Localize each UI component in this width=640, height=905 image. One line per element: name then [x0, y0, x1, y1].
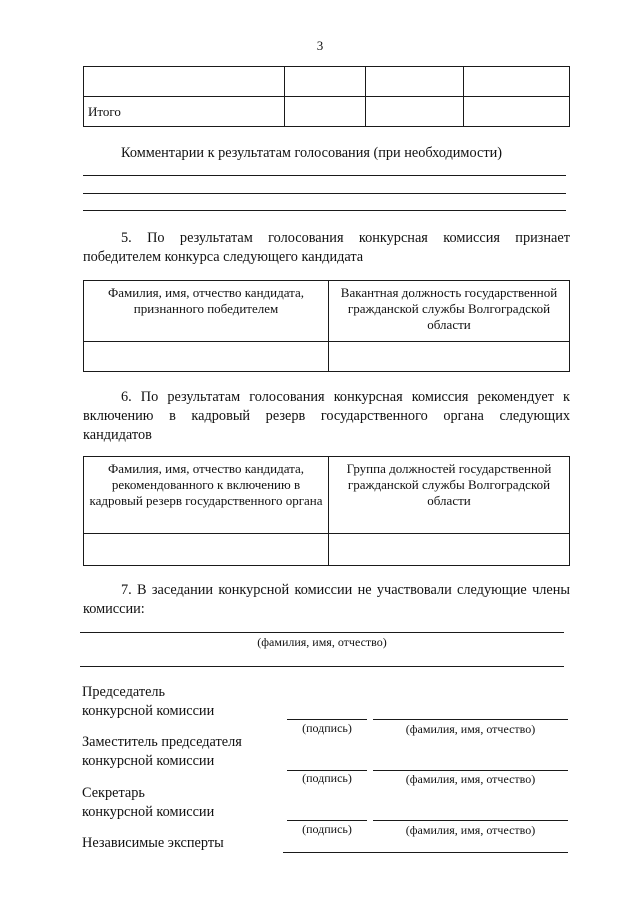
deputy-label: Заместитель председателя конкурсной комиссии: [82, 734, 242, 769]
chair-label: Председатель конкурсной комиссии: [82, 684, 215, 719]
section-5-text: 5. По результатам голосования конкурсная комиссия признает победителем конкурса следующего кандидата: [83, 230, 570, 265]
comments-line: [83, 193, 566, 194]
table-row: [84, 67, 570, 97]
table-row: [84, 342, 570, 372]
chair-name-line: [373, 719, 568, 720]
secretary-signature-caption: (подпись): [302, 822, 352, 836]
experts-label: Независимые эксперты: [82, 835, 224, 851]
table-header-row: [84, 457, 570, 534]
table-row: [84, 97, 570, 127]
chair-signature-line: [287, 719, 367, 720]
absent-members-caption: (фамилия, имя, отчество): [257, 635, 387, 649]
winner-col-position-header: Вакантная должность государственной гражданской службы Волгоградской области: [329, 281, 570, 342]
deputy-signature-caption: (подпись): [302, 771, 352, 785]
absent-members-line: [80, 632, 564, 633]
winner-table: [83, 280, 570, 372]
section-6-text: 6. По результатам голосования конкурсная комиссия рекомендует к включению в кадровый резерв государственного органа следующих кандидатов: [83, 389, 570, 443]
total-label: Итого: [84, 97, 285, 127]
secretary-label: Секретарь конкурсной комиссии: [82, 785, 215, 820]
experts-signature-line: [283, 852, 568, 853]
table-row: [84, 534, 570, 566]
winner-col-name-header: Фамилия, имя, отчество кандидата, признанного победителем: [84, 281, 329, 342]
deputy-name-caption: (фамилия, имя, отчество): [405, 772, 536, 786]
secretary-name-caption: (фамилия, имя, отчество): [405, 823, 536, 837]
section-7-text: 7. В заседании конкурсной комиссии не участвовали следующие члены комиссии:: [83, 582, 570, 617]
chair-name-caption: (фамилия, имя, отчество): [405, 722, 536, 736]
page-number: 3: [316, 38, 324, 53]
comments-line: [83, 175, 566, 176]
deputy-name-line: [373, 770, 568, 771]
reserve-col-name-header: Фамилия, имя, отчество кандидата, рекомендованного к включению в кадровый резерв государственного органа: [84, 457, 329, 534]
reserve-table: [83, 456, 570, 566]
vote-results-table: [83, 66, 570, 127]
secretary-signature-line: [287, 820, 367, 821]
absent-members-line: [80, 666, 564, 667]
comments-line: [83, 210, 566, 211]
reserve-col-group-header: Группа должностей государственной гражданской службы Волгоградской области: [329, 457, 570, 534]
secretary-name-line: [373, 820, 568, 821]
comments-heading: Комментарии к результатам голосования (при необходимости): [121, 145, 502, 161]
chair-signature-caption: (подпись): [302, 721, 352, 735]
table-header-row: [84, 281, 570, 342]
